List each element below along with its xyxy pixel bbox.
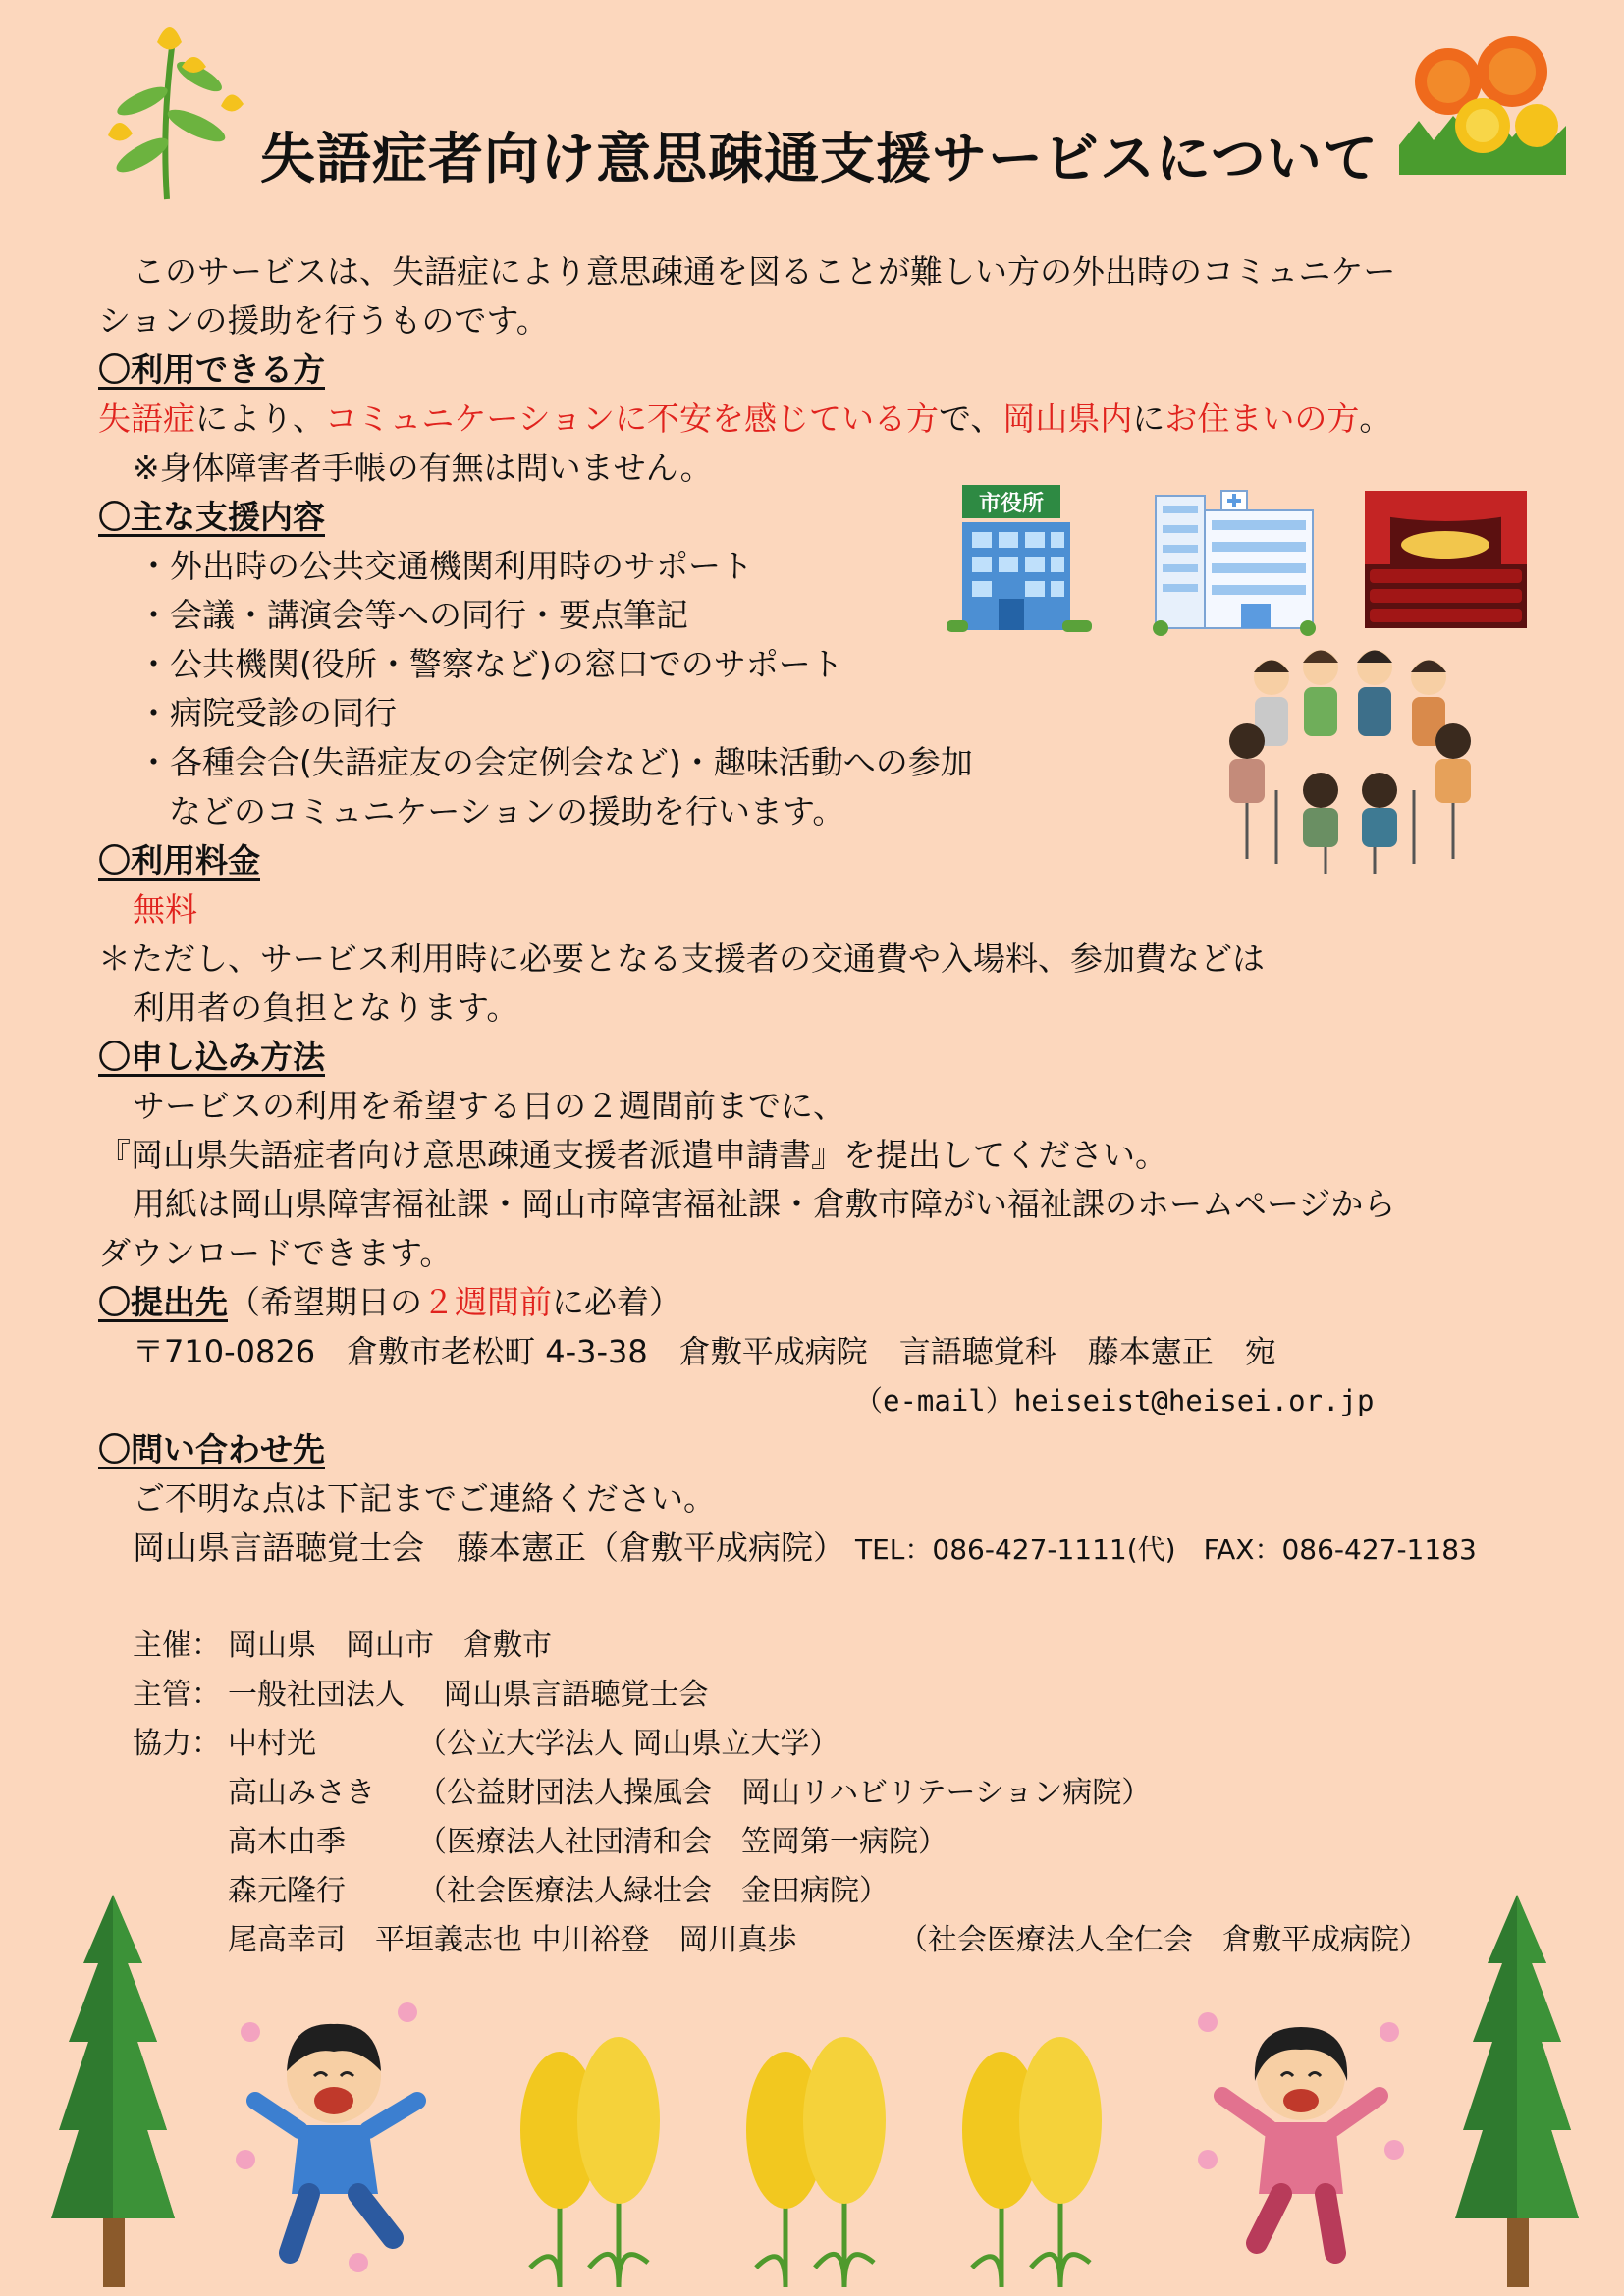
- apply-heading: 〇申し込み方法: [98, 1038, 325, 1076]
- eligible-seg-1: 失語症: [98, 400, 195, 438]
- coop-org: （公益財団法人操風会 岡山リハビリテーション病院）: [417, 1776, 1152, 1810]
- mimosa-flowers-illustration: [501, 2042, 677, 2287]
- submit-address: 〒710-0826 倉敷市老松町 4-3-38 倉敷平成病院 言語聴覚科 藤本憲正 宛: [133, 1333, 1276, 1370]
- eligible-seg-6: に: [1132, 400, 1165, 438]
- coop-name: 尾高幸司 平垣義志也 中川裕登 岡川真歩: [228, 1923, 797, 1957]
- coop-org: （社会医療法人全仁会 倉敷平成病院）: [898, 1923, 1429, 1957]
- manage-label: 主管：: [133, 1678, 221, 1712]
- coop-org: （社会医療法人緑壮会 金田病院）: [417, 1874, 889, 1908]
- eligible-seg-4: で、: [939, 400, 1003, 438]
- support-item: ・外出時の公共交通機関利用時のサポート: [137, 547, 753, 585]
- page-title: 失語症者向け意思疎通支援サービスについて: [260, 128, 1379, 191]
- fee-note-2: 利用者の負担となります。: [133, 988, 519, 1027]
- apply-line-1: サービスの利用を希望する日の２週間前までに、: [133, 1087, 845, 1125]
- coop-name: 中村光: [228, 1727, 316, 1761]
- submit-note-pre: （希望期日の: [228, 1283, 422, 1321]
- eligible-line: [98, 395, 1391, 444]
- apply-line-3: 用紙は岡山県障害福祉課・岡山市障害福祉課・倉敷市障がい福祉課のホームページから: [133, 1185, 1396, 1223]
- fee-value: 無料: [133, 890, 197, 929]
- fee-note-1: ＊ただし、サービス利用時に必要となる支援者の交通費や入場料、参加費などは: [98, 939, 1265, 978]
- eligible-note: ※身体障害者手帳の有無は問いません。: [133, 449, 713, 487]
- submit-line: [98, 1278, 681, 1327]
- support-closing: などのコミュニケーションの援助を行います。: [169, 792, 845, 830]
- coop-name: 高木由季: [228, 1825, 346, 1859]
- city-hall-sign: 市役所: [978, 492, 1045, 516]
- contact-line-1: ご不明な点は下記までご連絡ください。: [133, 1479, 716, 1518]
- host-label: 主催：: [133, 1629, 221, 1663]
- eligible-seg-7: お住まいの方: [1164, 400, 1360, 438]
- submit-email: （e-mail）heiseist@heisei.or.jp: [854, 1384, 1375, 1417]
- submit-note-red: ２週間前: [422, 1283, 552, 1321]
- coop-label: 協力：: [133, 1727, 221, 1761]
- contact-tel-fax: TEL：086-427-1111(代) FAX：086-427-1183: [855, 1533, 1477, 1566]
- theater-illustration: [1360, 491, 1532, 633]
- group-meeting-illustration: [1218, 643, 1483, 879]
- jumping-boy-illustration: [231, 2002, 457, 2287]
- fee-heading: 〇利用料金: [98, 841, 260, 880]
- manage-value: 一般社団法人 岡山県言語聴覚士会: [228, 1678, 709, 1712]
- contact-line-2: [133, 1523, 1477, 1575]
- submit-note-post: に必着）: [552, 1283, 681, 1321]
- city-hall-illustration: [945, 483, 1102, 640]
- support-item: ・各種会合(失語症友の会定例会など)・趣味活動への参加: [137, 743, 973, 781]
- support-item: ・病院受診の同行: [137, 694, 397, 732]
- intro-line-1: このサービスは、失語症により意思疎通を図ることが難しい方の外出時のコミュニケー: [133, 252, 1396, 291]
- contact-name: 岡山県言語聴覚士会 藤本憲正（倉敷平成病院）: [133, 1528, 845, 1567]
- eligible-seg-3: コミュニケーションに不安を感じている方: [325, 400, 940, 438]
- left-tree-illustration: [49, 1895, 177, 2287]
- intro-line-2: ションの援助を行うものです。: [98, 301, 549, 340]
- hospital-illustration: [1151, 491, 1318, 638]
- coop-org: （公立大学法人 岡山県立大学）: [417, 1727, 839, 1761]
- contact-heading: 〇問い合わせ先: [98, 1430, 325, 1468]
- support-item: ・会議・講演会等への同行・要点筆記: [137, 596, 688, 634]
- apply-line-2: 『岡山県失語症者向け意思疎通支援者派遣申請書』を提出してください。: [98, 1136, 1167, 1174]
- mimosa-flowers-illustration: [943, 2042, 1119, 2287]
- coop-name: 高山みさき: [228, 1776, 375, 1810]
- submit-heading: 〇提出先: [98, 1283, 228, 1321]
- support-item: ・公共機関(役所・警察など)の窓口でのサポート: [137, 645, 843, 683]
- right-tree-illustration: [1453, 1895, 1581, 2287]
- support-heading: 〇主な支援内容: [98, 498, 325, 536]
- coop-org: （医療法人社団清和会 笠岡第一病院）: [417, 1825, 947, 1859]
- host-value: 岡山県 岡山市 倉敷市: [228, 1629, 552, 1663]
- eligible-seg-5: 岡山県内: [1002, 400, 1133, 438]
- coop-name: 森元隆行: [228, 1874, 346, 1908]
- apply-line-4: ダウンロードできます。: [98, 1234, 453, 1272]
- yellow-flower-plant-illustration: [83, 8, 250, 204]
- eligible-heading: 〇利用できる方: [98, 350, 325, 389]
- marigold-flowers-illustration: [1394, 27, 1571, 185]
- eligible-seg-2: により、: [195, 400, 325, 438]
- jumping-woman-illustration: [1188, 2002, 1414, 2287]
- mimosa-flowers-illustration: [727, 2042, 903, 2287]
- eligible-seg-8: 。: [1359, 400, 1392, 438]
